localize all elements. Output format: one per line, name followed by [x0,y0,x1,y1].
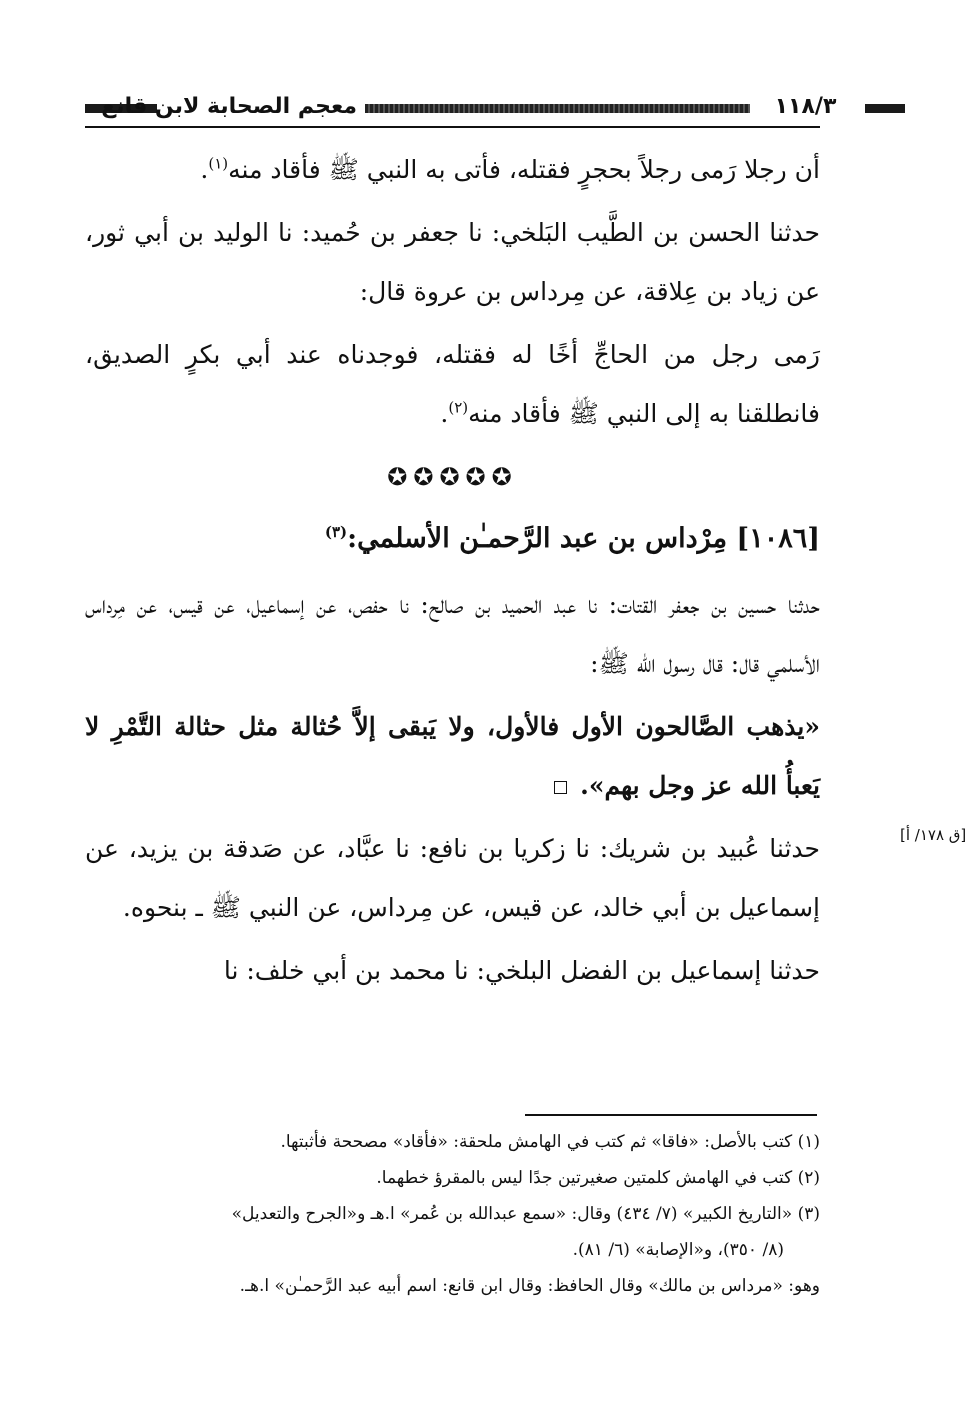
footnote-3: (٣) «التاريخ الكبير» (٧/ ٤٣٤) وقال: «سمع عبدالله بن عُمر» ا.هـ و«الجرح والتعديل» [231,1204,820,1224]
paragraph-1-text: أن رجلا رَمى رجلاً بحجرٍ فقتله، فأتى به النبي ﷺ فأقاد منه [228,155,820,184]
paragraph-3 [85,325,820,443]
page-header [85,92,837,122]
paragraph-3-end: . [440,399,449,428]
footnote-3-note: وهو: «مرداس بن مالك» وقال الحافظ: وقال ابن قانع: اسم أبيه عبد الرَّحمـٰن» ا.هـ. [239,1276,820,1296]
paragraph-1-end: . [200,155,209,184]
manuscript-folio-ref: [ق ١٧٨/ أ] [900,826,967,844]
header-bar-right [865,104,905,113]
footnotes [85,1124,820,1304]
header-bar-middle [365,104,750,113]
footnote-rule [525,1114,817,1116]
paragraph-1 [85,140,820,199]
footnote-2: (٢) كتب في الهامش كلمتين صغيرتين جدًا ليس بالمقرؤ خطهما. [376,1168,820,1188]
paragraph-3-text: رَمى رجل من الحاجِّ أخًا له فقتله، فوجدناه عند أبي بكرٍ الصديق، فانطلقنا به إلى النبي ﷺ فأقاد منه [85,340,820,428]
section-divider-stars: ✪✪✪✪✪ [387,463,518,491]
paragraph-4: حدثنا حسين بن جعفر القتات: نا عبد الحميد بن صالح: نا حفص، عن إسماعيل، عن قيس، عن مِرداس الأسلمي قال: قال رسول الله ﷺ: [85,590,820,678]
entry-heading [85,509,820,569]
paragraph-6: حدثنا عُبيد بن شريك: نا زكريا بن نافع: نا عبَّاد، عن صَدقة بن يزيد، عن إسماعيل بن أبي خالد، عن قيس، عن مِرداس، عن النبي ﷺ ـ بنحوه. [85,834,820,922]
footnote-ref-1[interactable]: (١) [208,154,229,173]
entry-heading-text: [١٠٨٦] مِرْداس بن عبد الرَّحمـٰن الأسلمي: [347,523,820,554]
header-rule [85,126,820,128]
hadith-quote [85,697,820,815]
footnote-1: (١) كتب بالأصل: «فاقا» ثم كتب في الهامش ملحقة: «فأقاد» مصححة فأثبتها. [280,1132,820,1152]
paragraph-7: حدثنا إسماعيل بن الفضل البلخي: نا محمد بن أبي خلف: نا [223,956,820,985]
footnote-ref-3[interactable]: (٣) [324,523,348,541]
page-number: ١١٨/٣ [774,94,837,119]
end-square-icon [554,781,567,794]
footnote-3-continued: (٨/ ٣٥٠)، و«الإصابة» (٦/ ٨١). [572,1240,784,1260]
book-title: معجم الصحابة لابن قانع [101,94,357,119]
main-text [85,140,820,1004]
hadith-quote-text: «يذهب الصَّالحون الأول فالأول، ولا يَبقى إلاَّ حُثالة مثل حثالة التَّمْرِ لا يَعبأُ الله عز وجل بهم». [85,712,820,800]
paragraph-2: حدثنا الحسن بن الطَّيب البَلخي: نا جعفر بن حُميد: نا الوليد بن أبي ثور، عن زياد بن عِلاقة، عن مِرداس بن عروة قال: [85,218,820,306]
footnote-ref-2[interactable]: (٢) [448,398,469,417]
